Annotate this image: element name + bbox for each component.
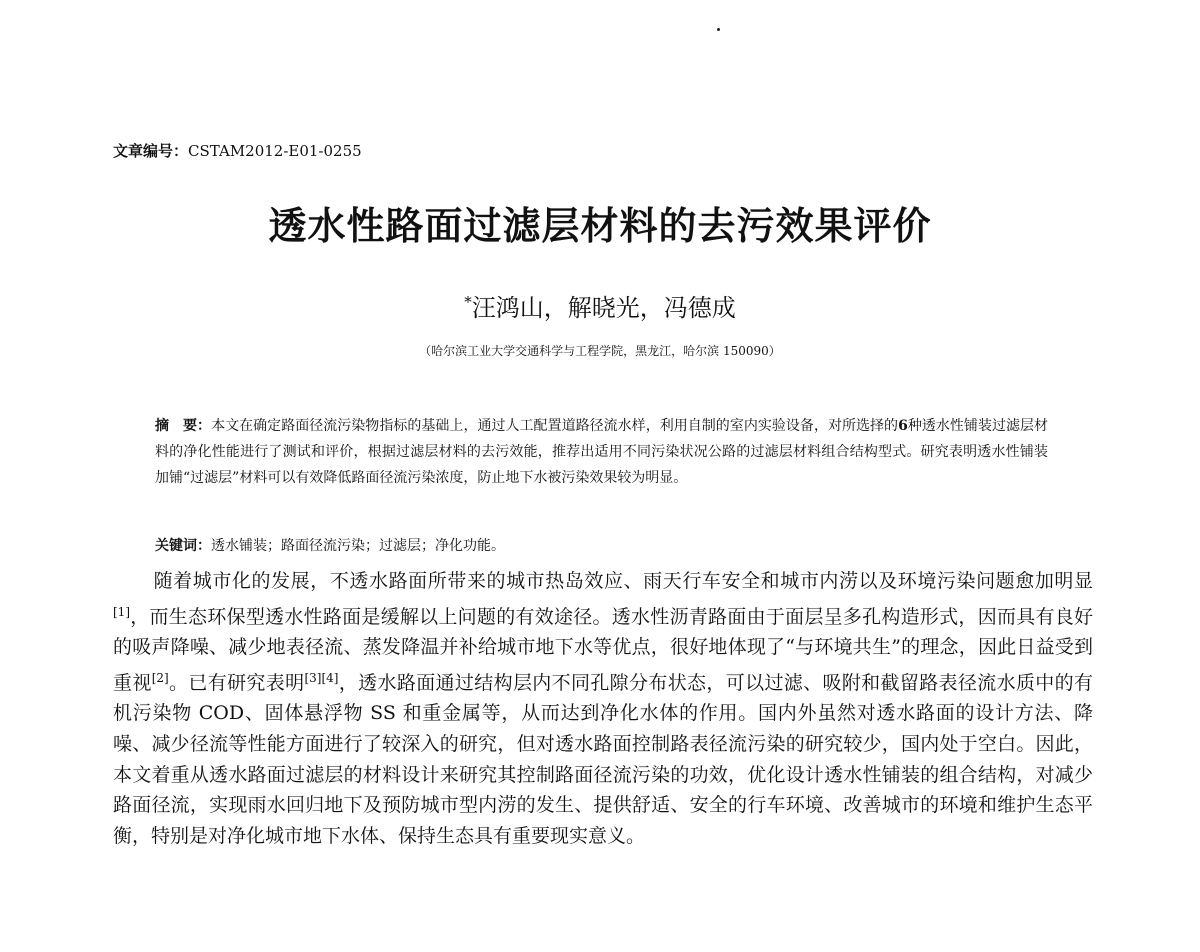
paper-title: 透水性路面过滤层材料的去污效果评价	[268, 204, 932, 248]
citation-ref-4: [4]	[321, 670, 339, 685]
citation-ref-1: [1]	[113, 604, 130, 619]
keywords	[155, 535, 1048, 557]
keywords-label: 关键词：	[155, 538, 211, 554]
body-text-part-b: ，而生态环保型透水性路面是缓解以上问题的有效途径。透水性沥青路面由于面层呈多孔构造形式，因而具有良好的吸声降噪、减少地表径流、蒸发降温并补给城市地下水等优点，很好地体现了“与环境共生”的理念，因此日益受到重视	[113, 605, 1093, 694]
author-names: 汪鸿山，解晓光，冯德成	[471, 294, 736, 322]
citation-ref-3: [3]	[304, 670, 322, 685]
abstract-text-part1: 本文在确定路面径流污染物指标的基础上，通过人工配置道路径流水样，利用自制的室内实验设备，对所选择的	[211, 418, 899, 434]
material-count: 6	[898, 418, 908, 434]
body-text-part-c: 。已有研究表明	[168, 671, 305, 694]
article-number-value: CSTAM2012-E01-0255	[188, 142, 362, 160]
corresponding-author-mark: *	[464, 293, 472, 311]
abstract-text-part2: 种透水性铺装过滤层材料的净化性能进行了测试和评价，根据过滤层材料的去污效能，推荐出适用不同污染状况公路的过滤层材料组合结构型式。研究表明透水性铺装加铺“过滤层”材料可以有效降低路面径流污染浓度，防止地下水被污染效果较为明显。	[155, 418, 1049, 486]
citation-ref-2: [2]	[151, 670, 169, 685]
author-list	[0, 288, 1200, 323]
abstract	[155, 413, 1048, 491]
body-text-part-d: ，透水路面通过结构层内不同孔隙分布状态，可以过滤、吸附和截留路表径流水质中的有机污染物 COD、固体悬浮物 SS 和重金属等，从而达到净化水体的作用。国内外虽然对透水路面的设计方法、降噪、减少径流等性能方面进行了较深入的研究，但对透水路面控制路表径流污染的研究较少，国内处于空白。因此，本文着重从透水路面过滤层的材料设计来研究其控制路面径流污染的功效，优化设计透水性铺装的组合结构，对减少路面径流，实现雨水回归地下及预防城市型内涝的发生、提供舒适、安全的行车环境、改善城市的环境和维护生态平衡，特别是对净化城市地下水体、保持生态具有重要现实意义。	[113, 671, 1093, 847]
body-text-part-a: 随着城市化的发展，不透水路面所带来的城市热岛效应、雨天行车安全和城市内涝以及环境污染问题愈加明显	[153, 570, 1093, 592]
keywords-text: 透水铺装；路面径流污染；过滤层；净化功能。	[211, 538, 505, 554]
affiliation: （哈尔滨工业大学交通科学与工程学院，黑龙江，哈尔滨 150090）	[419, 344, 781, 358]
article-number-label: 文章编号：	[113, 142, 189, 160]
body-paragraph	[113, 566, 1093, 851]
scan-speck	[717, 28, 720, 31]
abstract-label: 摘 要：	[155, 418, 212, 434]
article-number	[113, 140, 362, 161]
